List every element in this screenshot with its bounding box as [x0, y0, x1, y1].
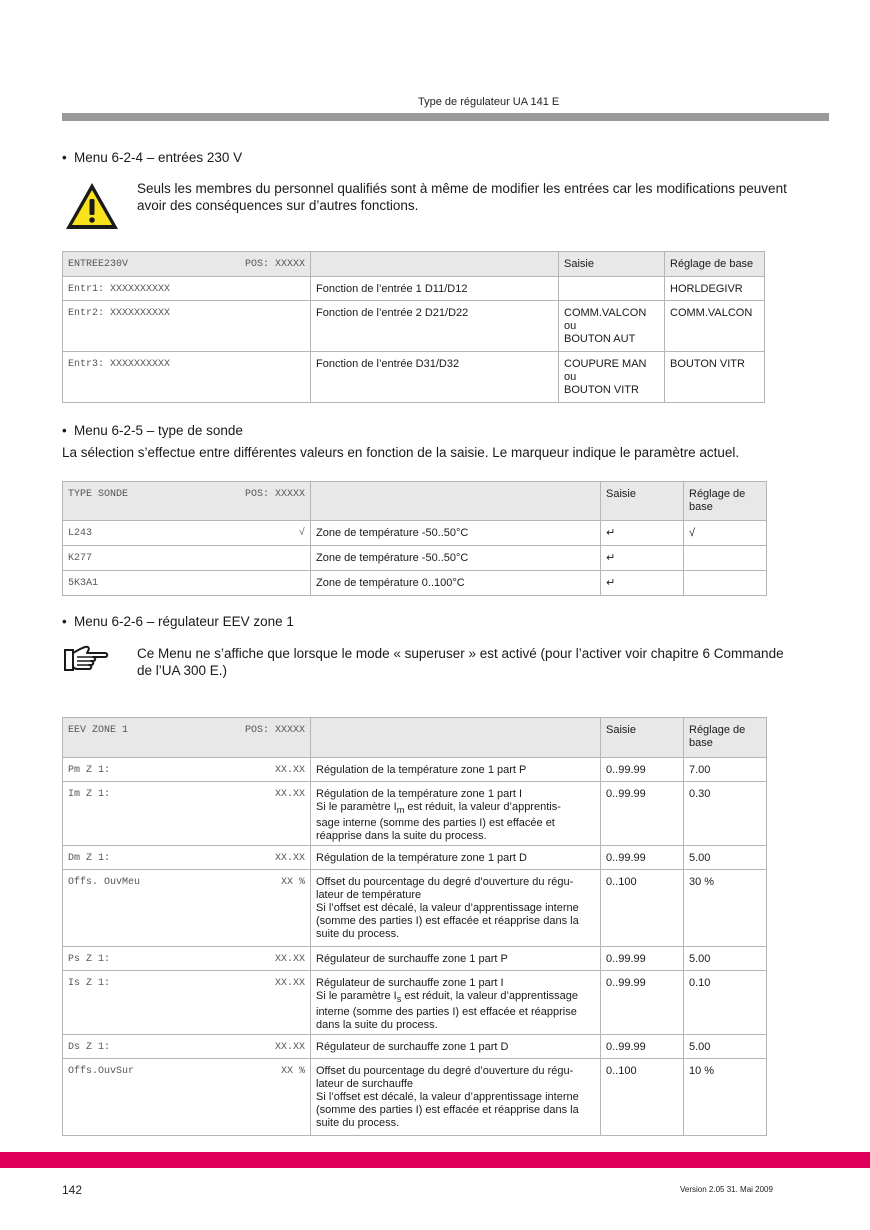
header-saisie: Saisie [559, 252, 665, 277]
param-name: Entr2: XXXXXXXXXX [63, 301, 311, 352]
param-name: Im Z 1: [68, 789, 111, 800]
header-base: Réglage de base [665, 252, 765, 277]
param-description: Fonction de l’entrée 2 D21/D22 [311, 301, 559, 352]
param-name: Entr3: XXXXXXXXXX [63, 352, 311, 403]
param-saisie: 0..100 [601, 1059, 684, 1136]
enter-key-symbol: ↵ [601, 521, 684, 546]
param-base: COMM.VALCON [665, 301, 765, 352]
param-value: XX.XX [274, 853, 305, 864]
param-saisie: 0..99.99 [601, 782, 684, 846]
menu-pos: POS: XXXXX [244, 489, 305, 500]
table-row [63, 782, 767, 846]
param-value: XX.XX [274, 954, 305, 965]
param-saisie: 0..99.99 [601, 971, 684, 1035]
param-value: XX.XX [274, 978, 305, 989]
param-description: Offset du pourcentage du degré d’ouverture du régu- lateur de surchauffe Si l’offset est décalé, la valeur d’apprentissage interne (somme des parties I) est effacée et réapprise dans la suite du process. [311, 1059, 601, 1136]
pointing-hand-icon [63, 644, 109, 674]
header-divider [62, 113, 829, 121]
table-header-row [63, 482, 767, 521]
section-heading-menu-626 [62, 614, 294, 629]
table-row [63, 1035, 767, 1059]
section-title: Menu 6-2-5 – type de sonde [74, 423, 243, 438]
sensor-name: L243 [68, 528, 93, 539]
param-saisie: COMM.VALCON ou BOUTON AUT [559, 301, 665, 352]
menu-name: EEV ZONE 1 [68, 725, 129, 736]
sensor-description: Zone de température 0..100°C [311, 571, 601, 596]
param-saisie: 0..99.99 [601, 846, 684, 870]
table-row [63, 947, 767, 971]
enter-key-symbol: ↵ [601, 546, 684, 571]
warning-icon [64, 180, 120, 232]
param-base: 10 % [684, 1059, 767, 1136]
version-date: Version 2.05 31. Mai 2009 [680, 1185, 773, 1194]
param-value: XX.XX [274, 1042, 305, 1053]
base-marker: √ [684, 521, 767, 546]
bullet: • [62, 614, 67, 629]
table-row [63, 870, 767, 947]
param-base: 5.00 [684, 947, 767, 971]
param-name: Ds Z 1: [68, 1042, 111, 1053]
param-name: Offs.OuvSur [68, 1066, 135, 1077]
sensor-description: Zone de température -50..50°C [311, 546, 601, 571]
note-text: Ce Menu ne s’affiche que lorsque le mode « superuser » est activé (pour l’activer voir chapitre 6 Commande de l’UA 300 E.) [137, 646, 784, 678]
param-base: 5.00 [684, 1035, 767, 1059]
current-marker: √ [298, 528, 305, 539]
table-row [63, 546, 767, 571]
param-saisie [559, 277, 665, 301]
param-description: Régulateur de surchauffe zone 1 part P [311, 947, 601, 971]
param-description: Régulation de la température zone 1 part I Si le paramètre $I_m$ est réduit, la valeur d’apprentis- sage interne (somme des parties I) est effacée et réapprise dans la suite du process. [311, 782, 601, 846]
param-description: Offset du pourcentage du degré d’ouverture du régu- lateur de température Si l’offset est décalé, la valeur d’apprentissage interne (somme des parties I) est effacée et réapprise dans la suite du process. [311, 870, 601, 947]
section-title: Menu 6-2-4 – entrées 230 V [74, 150, 243, 165]
section-title: Menu 6-2-6 – régulateur EEV zone 1 [74, 614, 294, 629]
param-base: 5.00 [684, 846, 767, 870]
param-saisie: COUPURE MAN ou BOUTON VITR [559, 352, 665, 403]
header-description [311, 482, 601, 521]
param-base: 7.00 [684, 758, 767, 782]
table-row [63, 571, 767, 596]
table-row [63, 758, 767, 782]
bullet: • [62, 423, 67, 438]
param-value: XX.XX [274, 765, 305, 776]
document-header-title: Type de régulateur UA 141 E [418, 96, 560, 108]
menu-name: ENTREE230V [68, 259, 129, 270]
param-description: Régulateur de surchauffe zone 1 part I Si le paramètre $I_s$ est réduit, la valeur d’apprentissage interne (somme des parties I) est effacée et réapprise dans la suite du process. [311, 971, 601, 1035]
table-header-row [63, 252, 765, 277]
param-value: XX % [280, 877, 305, 888]
param-name: Entr1: XXXXXXXXXX [63, 277, 311, 301]
menu-name: TYPE SONDE [68, 489, 129, 500]
sensor-description: Zone de température -50..50°C [311, 521, 601, 546]
param-saisie: 0..99.99 [601, 1035, 684, 1059]
header-saisie: Saisie [601, 718, 684, 758]
table-header-row [63, 718, 767, 758]
param-value: XX % [280, 1066, 305, 1077]
table-row [63, 277, 765, 301]
param-base: HORLDEGIVR [665, 277, 765, 301]
header-description [311, 252, 559, 277]
param-description: Fonction de l’entrée 1 D11/D12 [311, 277, 559, 301]
header-saisie: Saisie [601, 482, 684, 521]
menu-pos: POS: XXXXX [244, 725, 305, 736]
section-heading-menu-625 [62, 423, 243, 438]
sensor-name: 5K3A1 [68, 578, 99, 589]
param-value: XX.XX [274, 789, 305, 800]
param-name: Is Z 1: [68, 978, 111, 989]
param-base: 30 % [684, 870, 767, 947]
param-saisie: 0..100 [601, 870, 684, 947]
sensor-name: K277 [68, 553, 93, 564]
menu-pos: POS: XXXXX [244, 259, 305, 270]
base-marker [684, 546, 767, 571]
param-name: Dm Z 1: [68, 853, 111, 864]
table-row [63, 352, 765, 403]
footer-accent-bar [0, 1152, 870, 1168]
param-description: Régulation de la température zone 1 part P [311, 758, 601, 782]
param-description: Régulation de la température zone 1 part D [311, 846, 601, 870]
enter-key-symbol: ↵ [601, 571, 684, 596]
bullet: • [62, 150, 67, 165]
param-name: Pm Z 1: [68, 765, 111, 776]
base-marker [684, 571, 767, 596]
inputs-230v-table [62, 251, 765, 403]
section-heading-menu-624 [62, 150, 242, 165]
header-base: Réglage de base [684, 718, 767, 758]
eev-zone1-table [62, 717, 767, 1136]
param-description: Régulateur de surchauffe zone 1 part D [311, 1035, 601, 1059]
param-base: BOUTON VITR [665, 352, 765, 403]
param-name: Ps Z 1: [68, 954, 111, 965]
param-saisie: 0..99.99 [601, 758, 684, 782]
sensor-type-table [62, 481, 767, 596]
section-intro: La sélection s’effectue entre différentes valeurs en fonction de la saisie. Le marqueur indique le paramètre actuel. [62, 445, 740, 460]
param-description: Fonction de l’entrée D31/D32 [311, 352, 559, 403]
header-base: Réglage de base [684, 482, 767, 521]
warning-text: Seuls les membres du personnel qualifiés sont à même de modifier les entrées car les modifications peuvent avoir des conséquences sur d’autres fonctions. [137, 181, 787, 213]
param-saisie: 0..99.99 [601, 947, 684, 971]
table-row [63, 846, 767, 870]
param-name: Offs. OuvMeu [68, 877, 141, 888]
param-base: 0.10 [684, 971, 767, 1035]
header-description [311, 718, 601, 758]
table-row [63, 521, 767, 546]
table-row [63, 301, 765, 352]
table-row [63, 971, 767, 1035]
param-base: 0.30 [684, 782, 767, 846]
table-row [63, 1059, 767, 1136]
page-number: 142 [62, 1183, 83, 1197]
